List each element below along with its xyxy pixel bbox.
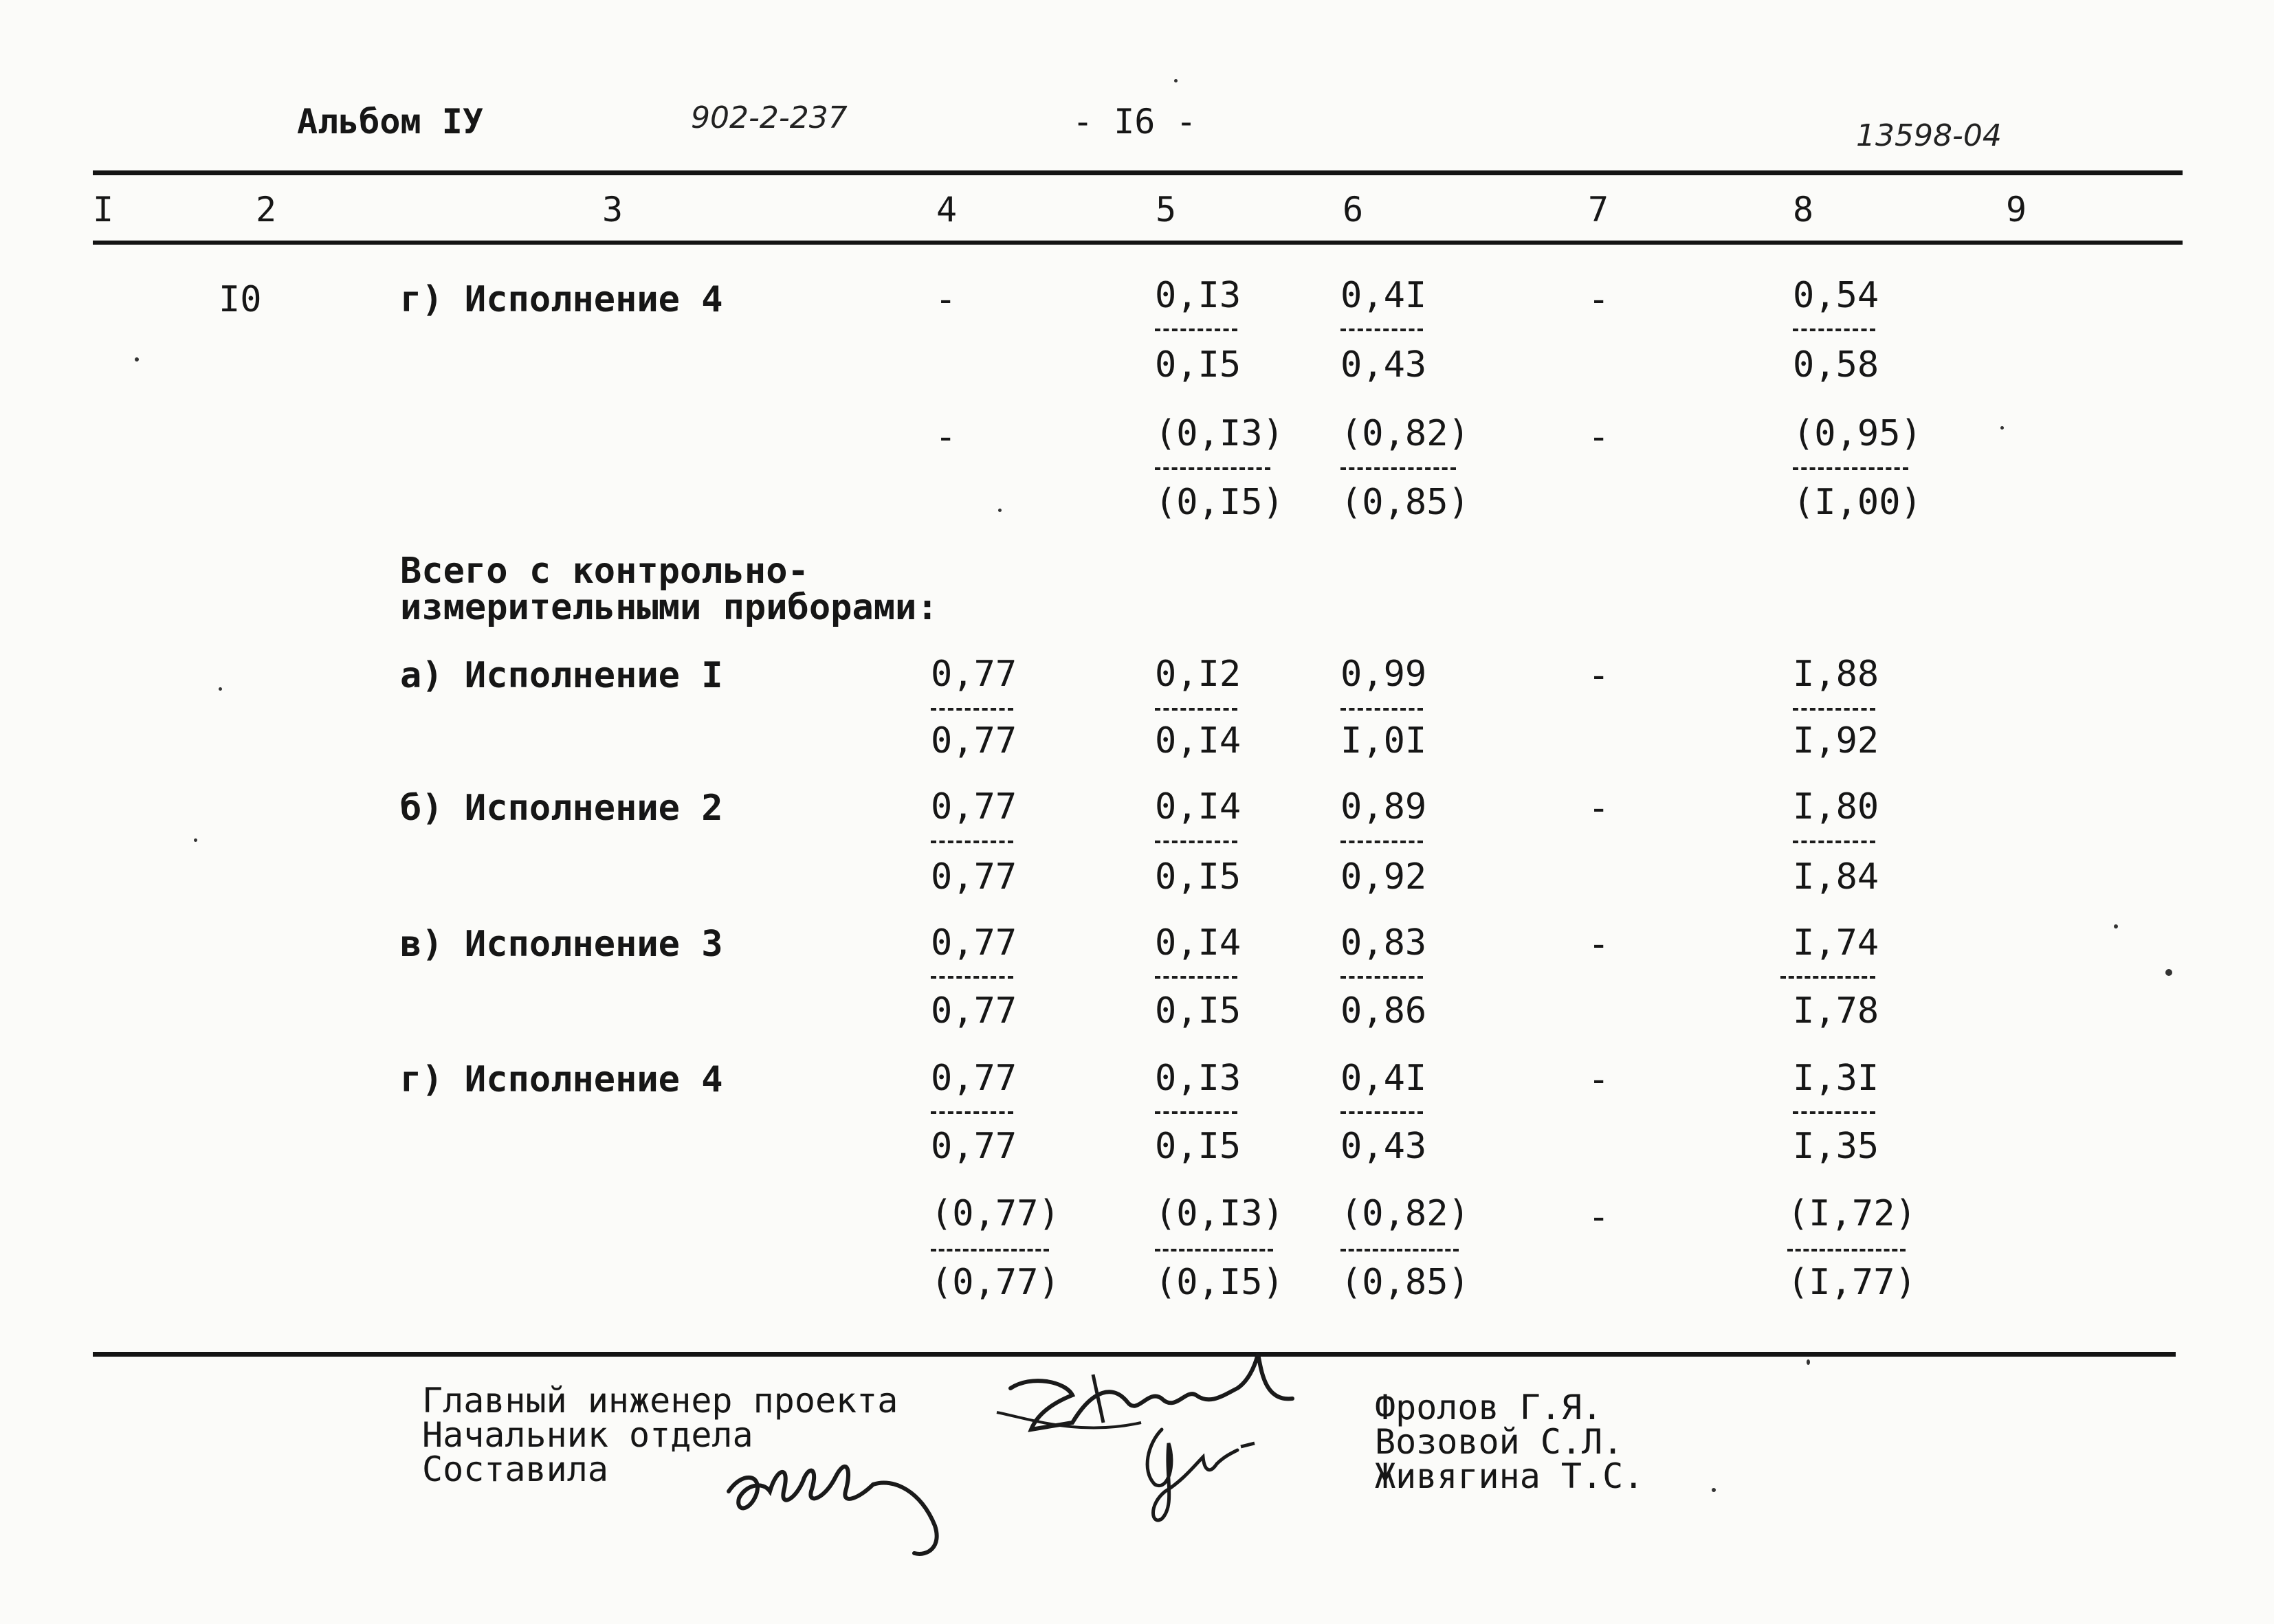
- role-compiler: Составила: [422, 1449, 608, 1489]
- fraction-line: [931, 841, 1013, 843]
- fraction-line: [1340, 1249, 1459, 1252]
- fraction-line: [1155, 841, 1237, 843]
- cell-c4-num: 0,77: [931, 922, 1017, 964]
- cell-c4-den: (0,77): [931, 1262, 1060, 1303]
- cell-c6-num: 0,4I: [1340, 1058, 1427, 1099]
- row-label: а) Исполнение I: [400, 655, 723, 696]
- cell-c4-num: 0,77: [931, 1058, 1017, 1099]
- cell-c8-num: (0,95): [1793, 413, 1922, 454]
- scan-speck: [1712, 1488, 1716, 1492]
- fraction-line: [1793, 708, 1875, 711]
- document-number: 13598-04: [1856, 118, 2002, 153]
- cell-c5-num: (0,I3): [1155, 1193, 1284, 1234]
- fraction-line: [1340, 976, 1423, 979]
- fraction-line: [1793, 1111, 1875, 1114]
- cell-c6-den: 0,86: [1340, 990, 1427, 1032]
- cell-c8-den: 0,58: [1793, 344, 1879, 386]
- cell-c4-num: 0,77: [931, 786, 1017, 827]
- cell-c6-den: (0,85): [1340, 1262, 1470, 1303]
- fraction-line: [1340, 708, 1423, 711]
- fraction-line: [931, 1111, 1013, 1114]
- cell-c5-num: 0,I4: [1155, 786, 1241, 827]
- col-head-1: I: [93, 190, 114, 230]
- cell-c6-num: 0,99: [1340, 654, 1427, 695]
- cell-c6-den: I,0I: [1340, 720, 1427, 761]
- scan-speck: [1174, 79, 1178, 82]
- fraction-line: [1155, 329, 1237, 331]
- col-head-3: 3: [602, 190, 623, 230]
- col-head-6: 6: [1343, 190, 1364, 230]
- cell-c4-den: 0,77: [931, 856, 1017, 898]
- fraction-line: [1793, 467, 1908, 470]
- cell-c5-num: 0,I3: [1155, 275, 1241, 316]
- cell-c8-den: I,78: [1793, 990, 1879, 1032]
- signature-department-head: [1127, 1416, 1279, 1533]
- fraction-line: [1780, 976, 1875, 979]
- fraction-line: [1793, 841, 1875, 843]
- series-number: 902-2-237: [691, 100, 848, 135]
- cell-c8-num: I,88: [1793, 654, 1879, 695]
- fraction-line: [1155, 1249, 1273, 1252]
- cell-c5-num: 0,I2: [1155, 654, 1241, 695]
- cell-c7: -: [1588, 416, 1610, 458]
- cell-c8-den: (I,00): [1793, 482, 1922, 523]
- scan-speck: [998, 509, 1002, 512]
- fraction-line: [1787, 1249, 1906, 1252]
- cell-c8-den: (I,77): [1787, 1262, 1917, 1303]
- scan-speck: [135, 357, 139, 361]
- fraction-line: [931, 1249, 1049, 1252]
- cell-c6-den: 0,92: [1340, 856, 1427, 898]
- scan-speck: [2165, 969, 2172, 976]
- cell-c8-num: I,3I: [1793, 1058, 1879, 1099]
- cell-c4-den: 0,77: [931, 990, 1017, 1032]
- cell-c5-den: 0,I5: [1155, 344, 1241, 386]
- cell-c5-num: (0,I3): [1155, 413, 1284, 454]
- cell-c6-den: 0,43: [1340, 344, 1427, 386]
- name-frolov: Фролов Г.Я.: [1375, 1388, 1603, 1427]
- scan-speck: [219, 687, 222, 691]
- cell-c7: -: [1588, 655, 1610, 696]
- cell-c5-den: 0,I5: [1155, 856, 1241, 898]
- cell-c8-den: I,35: [1793, 1126, 1879, 1167]
- cell-c8-den: I,84: [1793, 856, 1879, 898]
- name-vozovoy: Возовой С.Л.: [1375, 1422, 1624, 1462]
- cell-c7: -: [1588, 788, 1610, 829]
- col-head-4: 4: [936, 190, 958, 230]
- fraction-line: [931, 976, 1013, 979]
- row-number: I0: [219, 279, 262, 320]
- cell-c6-num: 0,83: [1340, 922, 1427, 964]
- fraction-line: [1340, 329, 1423, 331]
- row-label: в) Исполнение 3: [400, 924, 723, 965]
- role-department-head: Начальник отдела: [422, 1415, 753, 1455]
- fraction-line: [1155, 467, 1270, 470]
- cell-c6-num: (0,82): [1340, 1193, 1470, 1234]
- cell-c4-den: 0,77: [931, 1126, 1017, 1167]
- album-label: Альбом IУ: [297, 102, 483, 142]
- name-zhivyagina: Живягина Т.С.: [1375, 1456, 1644, 1496]
- col-head-2: 2: [256, 190, 277, 230]
- cell-c5-den: 0,I5: [1155, 990, 1241, 1032]
- cell-c4-den: 0,77: [931, 720, 1017, 761]
- cell-c8-num: 0,54: [1793, 275, 1879, 316]
- cell-c5-num: 0,I4: [1155, 922, 1241, 964]
- fraction-line: [1340, 1111, 1423, 1114]
- cell-c7: -: [1588, 279, 1610, 320]
- cell-c8-num: I,80: [1793, 786, 1879, 827]
- cell-c8-num: (I,72): [1787, 1193, 1917, 1234]
- total-heading-line-2: измерительными приборами:: [400, 587, 938, 628]
- fraction-line: [1155, 708, 1237, 711]
- scan-speck: [2114, 924, 2118, 928]
- col-head-8: 8: [1793, 190, 1814, 230]
- cell-c7: -: [1588, 1059, 1610, 1100]
- cell-c6-num: 0,4I: [1340, 275, 1427, 316]
- col-head-9: 9: [2006, 190, 2027, 230]
- cell-c5-den: (0,I5): [1155, 482, 1284, 523]
- cell-c4-num: (0,77): [931, 1193, 1060, 1234]
- scan-speck: [2000, 426, 2004, 430]
- page-number: - I6 -: [1072, 102, 1197, 142]
- cell-c8-den: I,92: [1793, 720, 1879, 761]
- row-label: б) Исполнение 2: [400, 788, 723, 829]
- cell-c6-den: 0,43: [1340, 1126, 1427, 1167]
- cell-c7: -: [1588, 1197, 1610, 1238]
- cell-c5-num: 0,I3: [1155, 1058, 1241, 1099]
- header-rule-top: [93, 170, 2183, 175]
- cell-c5-den: 0,I5: [1155, 1126, 1241, 1167]
- fraction-line: [1793, 329, 1875, 331]
- fraction-line: [931, 708, 1013, 711]
- cell-c8-num: I,74: [1793, 922, 1879, 964]
- col-head-7: 7: [1588, 190, 1609, 230]
- cell-c4-num: 0,77: [931, 654, 1017, 695]
- cell-c6-den: (0,85): [1340, 482, 1470, 523]
- row-label: г) Исполнение 4: [400, 1059, 723, 1100]
- fraction-line: [1340, 467, 1456, 470]
- fraction-line: [1155, 1111, 1237, 1114]
- cell-c6-num: (0,82): [1340, 413, 1470, 454]
- fraction-line: [1155, 976, 1237, 979]
- cell-c7: -: [1588, 924, 1610, 965]
- cell-c4: -: [935, 279, 957, 320]
- fraction-line: [1340, 841, 1423, 843]
- cell-c5-den: (0,I5): [1155, 1262, 1284, 1303]
- row-label: г) Исполнение 4: [400, 279, 723, 320]
- cell-c6-num: 0,89: [1340, 786, 1427, 827]
- signature-compiler: [715, 1436, 976, 1574]
- scan-speck: [1807, 1359, 1810, 1365]
- header-rule-bottom: [93, 241, 2183, 245]
- role-chief-engineer: Главный инженер проекта: [422, 1381, 898, 1421]
- total-heading-line-1: Всего с контрольно-: [400, 550, 809, 592]
- scan-speck: [194, 838, 197, 842]
- cell-c5-den: 0,I4: [1155, 720, 1241, 761]
- cell-c4: -: [935, 416, 957, 458]
- col-head-5: 5: [1156, 190, 1177, 230]
